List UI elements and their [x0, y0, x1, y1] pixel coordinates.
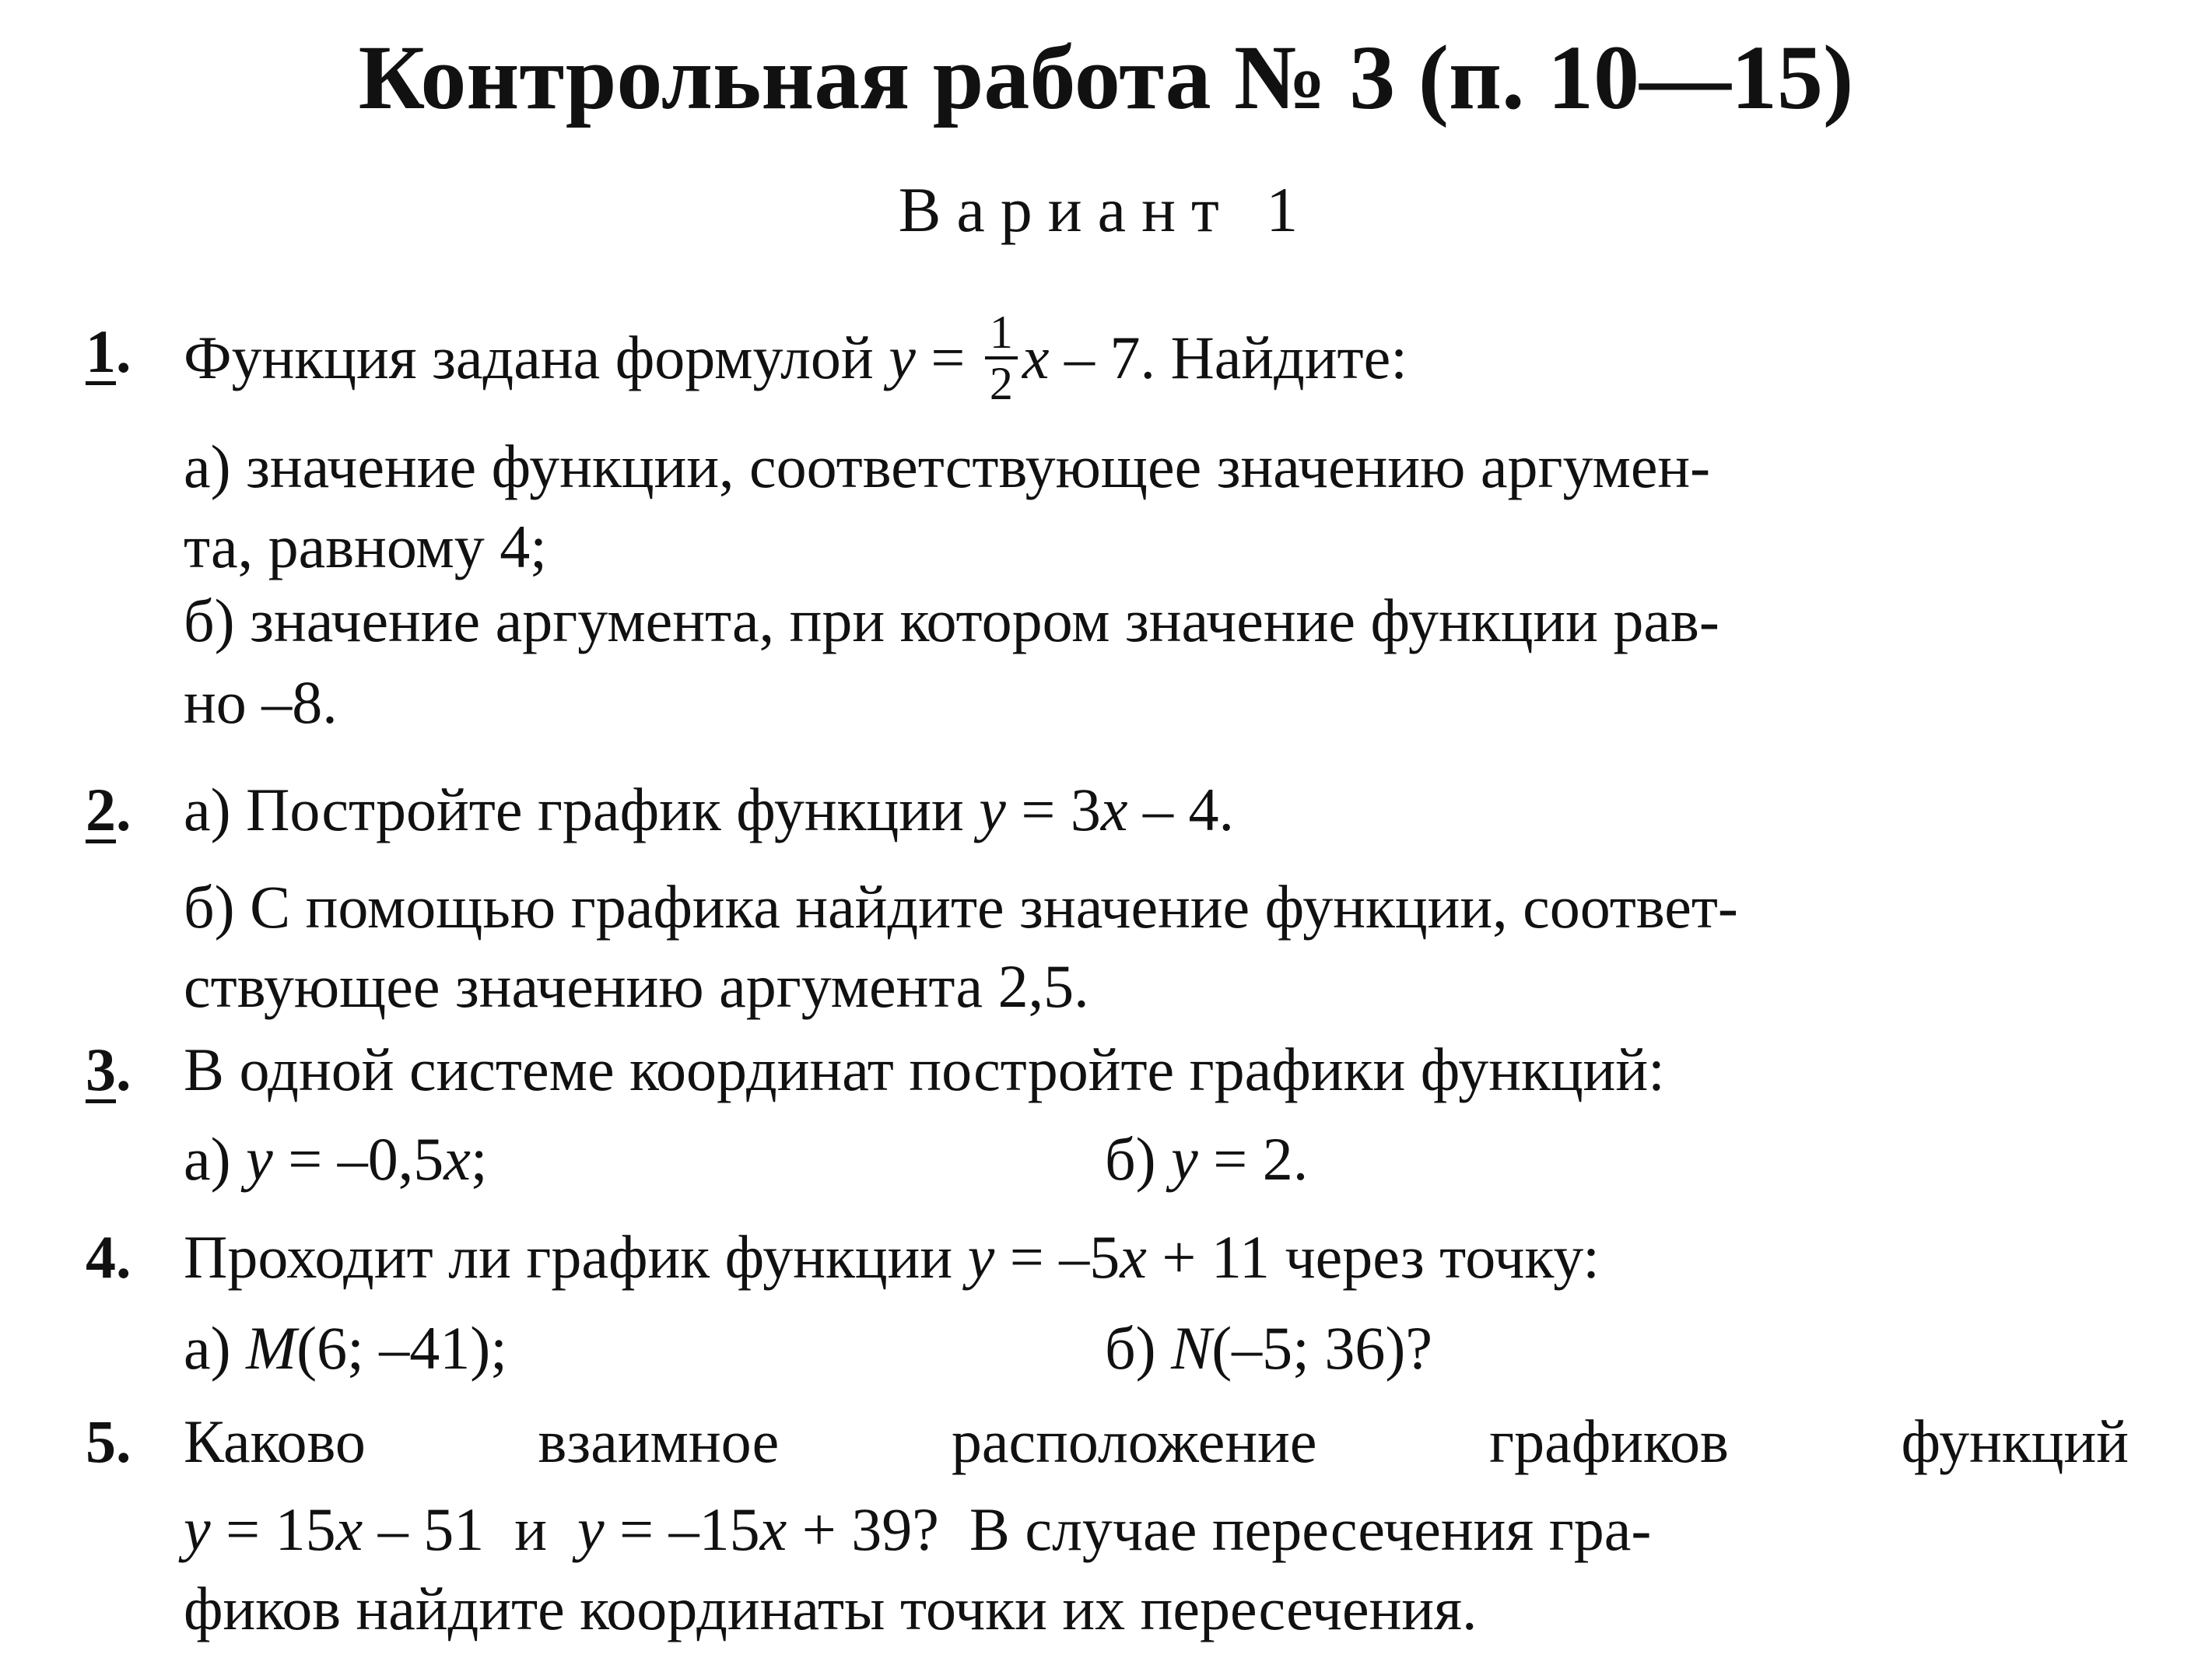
task-4-statement: Проходит ли график функции y = –5x + 11 через точку: [184, 1223, 1600, 1291]
task-2b-line-2: ствующее значению аргумента 2,5. [184, 952, 1089, 1020]
task-1b-line-1: б) значение аргумента, при котором значение функции рав- [184, 587, 1719, 654]
fraction-one-half: $\frac{1}{2}$ [985, 308, 1018, 408]
task-5-line-3: фиков найдите координаты точки их пересечения. [184, 1575, 1478, 1642]
task-1-statement: Функция задана формулой y = $\frac{1}{2}$ x – 7. Найдите: [184, 307, 1407, 409]
task-2-number: 2. [86, 776, 131, 843]
task-5-line-2: y = 15x – 51 и y = –15x + 39? В случае пересечения гра- [184, 1495, 1652, 1563]
task-4a-line: а) M(6; –41); [184, 1314, 507, 1382]
task-1b-line-2: но –8. [184, 668, 338, 736]
task-1a-line-2: та, равному 4; [184, 513, 547, 580]
variant-heading: Вариант 1 [898, 174, 1314, 245]
task-3-statement: В одной системе координат постройте графики функций: [184, 1036, 1665, 1103]
task-1-number: 1. [86, 317, 131, 385]
task-3a-line: а) y = –0,5x; [184, 1125, 488, 1193]
task-3-number: 3. [86, 1036, 131, 1103]
task-4b-line: б) N(–5; 36)? [1105, 1314, 1432, 1382]
task-2b-line-1: б) С помощью графика найдите значение функции, соответ- [184, 873, 1738, 941]
task-4-number: 4. [86, 1223, 131, 1291]
task-1a-line-1: а) значение функции, соответствующее значению аргумен- [184, 433, 1711, 500]
page-title: Контрольная работа № 3 (п. 10—15) [358, 26, 1854, 128]
task-2a-line: а) Постройте график функции y = 3x – 4. [184, 776, 1234, 843]
task-5-line-1: Каково взаимное расположение графиков функций [184, 1407, 2129, 1475]
task-5-number: 5. [86, 1407, 131, 1475]
task-3b-line: б) y = 2. [1105, 1125, 1309, 1193]
